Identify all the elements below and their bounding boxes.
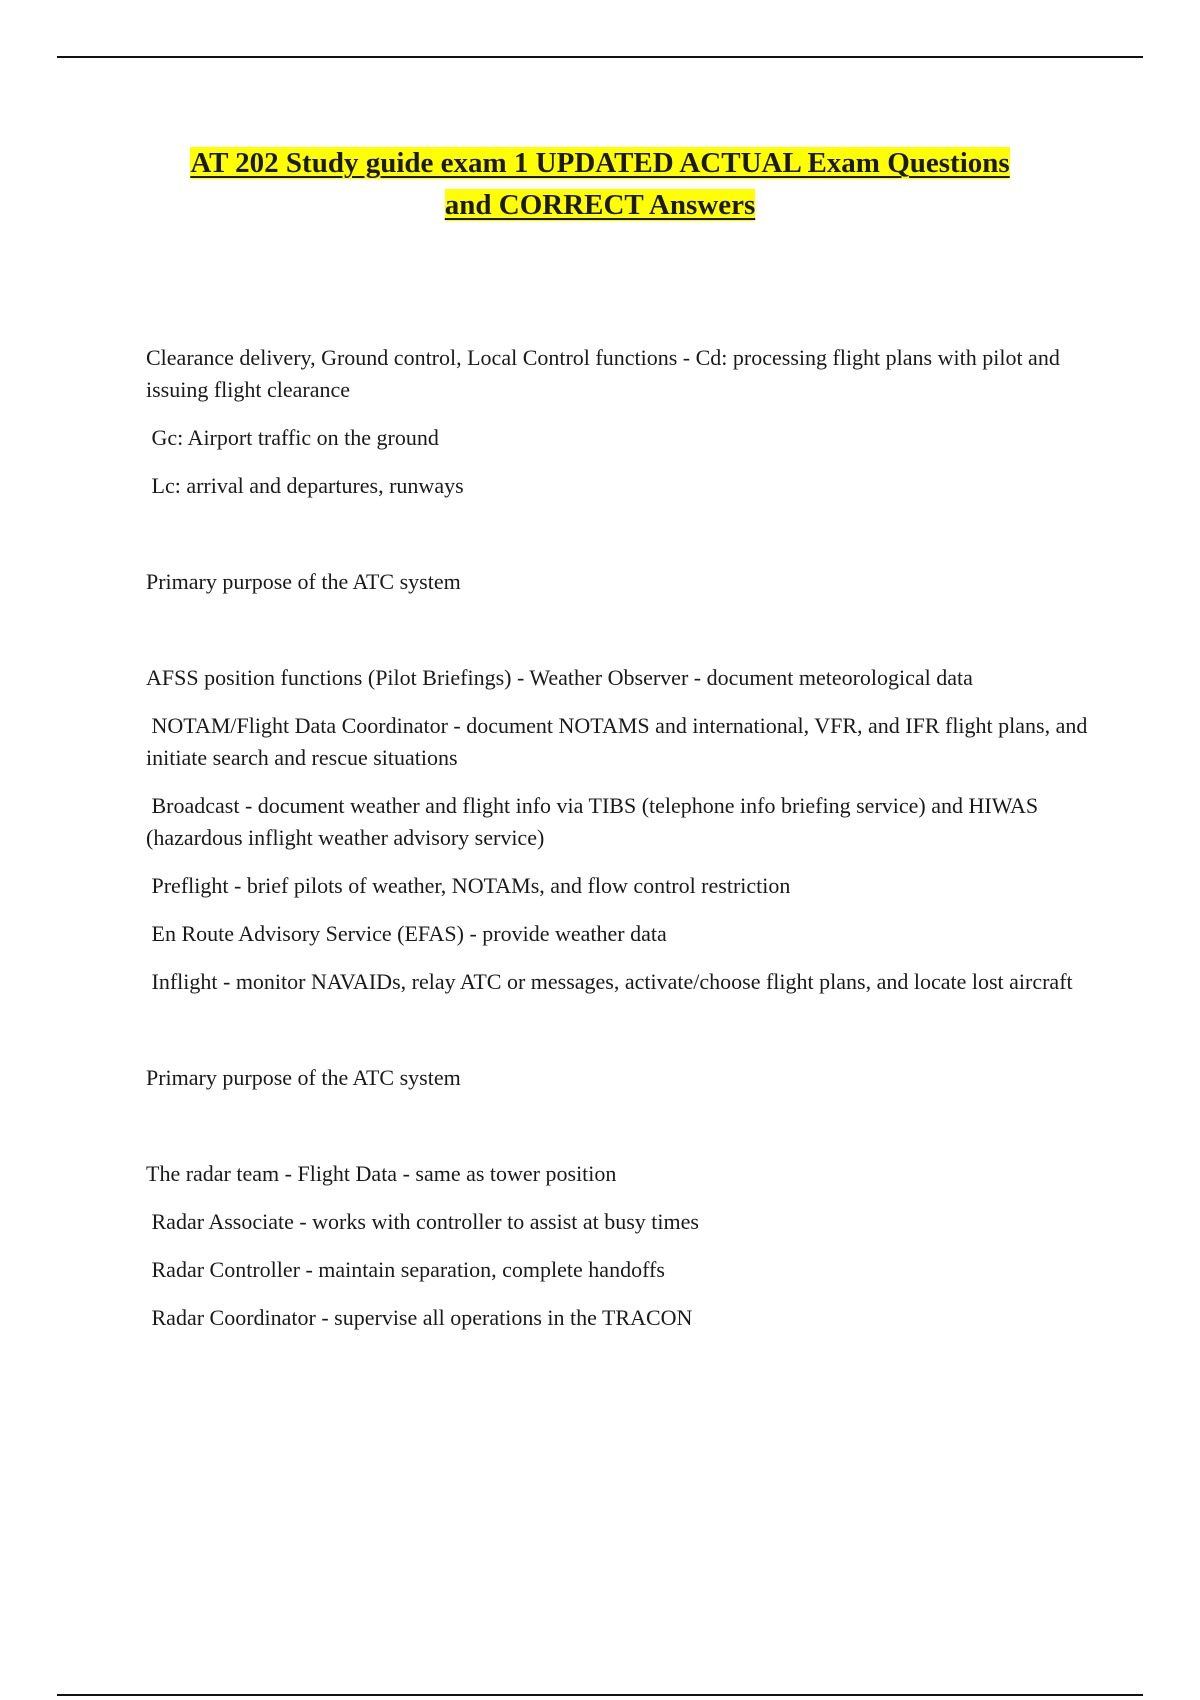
paragraph: Broadcast - document weather and flight info via TIBS (telephone info briefing service) and HIWAS (hazardous inflight weather advisory service) (146, 793, 1044, 850)
paragraph: Radar Associate - works with controller to assist at busy times (146, 1209, 699, 1234)
paragraph: The radar team - Flight Data - same as tower position (146, 1161, 617, 1186)
paragraph: Clearance delivery, Ground control, Local Control functions - Cd: processing flight plans with pilot and issuing flight clearance (146, 345, 1066, 402)
document-body (146, 342, 1096, 1350)
document-title (100, 142, 1100, 226)
header-rule (57, 56, 1143, 58)
paragraph: Inflight - monitor NAVAIDs, relay ATC or messages, activate/choose flight plans, and locate lost aircraft (146, 969, 1073, 994)
footer-rule (57, 1694, 1143, 1696)
paragraph: Lc: arrival and departures, runways (146, 473, 464, 498)
paragraph: Preflight - brief pilots of weather, NOTAMs, and flow control restriction (146, 873, 791, 898)
paragraph: Gc: Airport traffic on the ground (146, 425, 439, 450)
paragraph: En Route Advisory Service (EFAS) - provide weather data (146, 921, 667, 946)
title-line-2: and CORRECT Answers (444, 189, 756, 221)
paragraph: Radar Coordinator - supervise all operations in the TRACON (146, 1305, 693, 1330)
paragraph: AFSS position functions (Pilot Briefings) - Weather Observer - document meteorological data (146, 665, 973, 690)
paragraph: NOTAM/Flight Data Coordinator - document NOTAMS and international, VFR, and IFR flight plans, and initiate search and rescue situations (146, 713, 1093, 770)
paragraph: Primary purpose of the ATC system (146, 569, 461, 594)
paragraph: Primary purpose of the ATC system (146, 1065, 461, 1090)
title-line-1: AT 202 Study guide exam 1 UPDATED ACTUAL Exam Questions (190, 147, 1010, 179)
paragraph: Radar Controller - maintain separation, complete handoffs (146, 1257, 665, 1282)
